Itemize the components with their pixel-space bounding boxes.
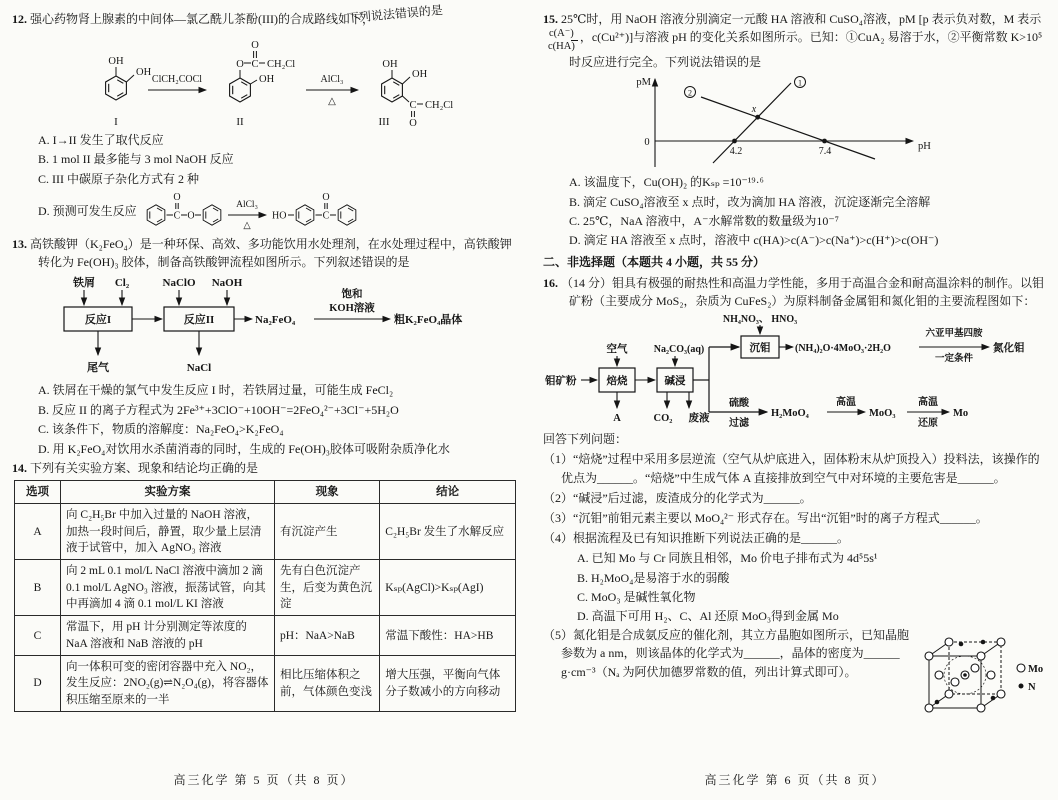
page-5-column <box>12 2 516 712</box>
svg-text:O: O <box>187 210 195 222</box>
q13-number: 13. <box>12 237 27 252</box>
benzene-ring-icon <box>147 205 165 225</box>
svg-text:AlCl₃: AlCl₃ <box>235 200 258 211</box>
q16-flowchart-svg <box>543 312 1058 430</box>
benzene-ring-icon <box>296 205 314 225</box>
x-axis-label: pH <box>918 141 931 153</box>
q12-s2-c: C <box>251 59 259 70</box>
q16-sub-4: （4）根据流程及已有知识推断下列说法正确的是______。 <box>543 531 850 546</box>
row-d-conclusion: 增大压强，平衡向气体分子数减小的方向移动 <box>380 656 516 712</box>
q14-experiment-table <box>14 480 516 712</box>
question-15 <box>543 10 1047 251</box>
legend-mo-label: Mo <box>1028 664 1044 676</box>
q16-prompt: 回答下列问题： <box>543 432 628 447</box>
question-16 <box>543 274 1047 722</box>
q12-delta: △ <box>328 96 336 107</box>
q16-sub-5: （5）氮化钼是合成氨反应的催化剂，其立方晶胞如图所示，已知晶胞参数为 a nm，则该晶体的化学式为______，晶体的密度为______ g·cm⁻³（Nₐ 为阿伏加德罗常数的值，列出计算式即可）。 <box>543 628 910 679</box>
q15-option-a: A. 该温度下，Cu(OH)₂ 的Kₛₚ =10⁻¹⁹·⁶ <box>569 175 764 190</box>
benzene-ring-icon <box>230 78 251 102</box>
legend-mo-icon <box>1017 664 1025 672</box>
q13-box-reaction1: 反应I <box>84 314 112 327</box>
q12-s3-o: O <box>409 118 417 129</box>
q12-s3-oh1: OH <box>382 59 398 70</box>
row-b-key: B <box>15 560 61 616</box>
q16-box-precipitate-mo: 沉钼 <box>749 343 771 355</box>
origin-label: 0 <box>644 137 650 149</box>
q16-moo3: MoO₃ <box>869 408 896 420</box>
table-row <box>15 616 516 656</box>
point-x-label: x <box>751 104 757 116</box>
svg-text:HO: HO <box>271 210 287 222</box>
table-row <box>15 656 516 712</box>
q12-s2-ch2cl: CH₂Cl <box>267 59 296 70</box>
line-2-label: 2 <box>688 88 692 98</box>
q12-scheme-svg <box>44 30 484 130</box>
q16-4-option-d: D. 高温下可用 H₂、C、Al 还原 MoO₃得到金属 Mo <box>577 609 839 624</box>
benzene-ring-icon <box>203 205 221 225</box>
question-13 <box>12 235 516 459</box>
q15-option-d: D. 滴定 HA 溶液至 x 点时，溶液中 c(HA)>c(A⁻)>c(Na⁺)>c(H⁺)>c(OH⁻) <box>569 233 939 248</box>
q16-arrow-reduce: 还原 <box>918 418 938 430</box>
q16-box-roast: 焙烧 <box>606 376 628 388</box>
q13-mid-product: Na₂FeO₄ <box>255 314 296 327</box>
q16-number: 16. <box>543 276 558 291</box>
q13-stem: 13. 高铁酸钾（K₂FeO₄）是一种环保、高效、多功能饮用水处理剂，在水处理过程中，高铁酸钾转化为 Fe(OH)₃ 胶体，制备高铁酸钾流程如图所示。下列叙述错误的是 <box>12 237 512 270</box>
q12-s1-oh2: OH <box>136 67 152 78</box>
q12-label-II: II <box>236 116 244 128</box>
q13-option-c: C. 该条件下，物质的溶解度：Na₂FeO₄>K₂FeO₄ <box>38 422 284 437</box>
row-d-key: D <box>15 656 61 712</box>
q16-input-air: 空气 <box>606 344 628 356</box>
q16-arrow-heat2: 高温 <box>918 397 938 409</box>
legend-n-icon <box>1019 684 1024 689</box>
q15-fraction: $\frac{c(A^-)}{c(HA)}$ <box>571 28 578 53</box>
q13-flowchart <box>22 273 516 379</box>
q12-option-b: B. 1 mol II 最多能与 3 mol NaOH 反应 <box>38 152 234 167</box>
q12-stem: 12. 强心药物肾上腺素的中间体—氯乙酰儿茶酚(III)的合成路线如下，下列说法错误的是 <box>12 2 444 26</box>
q12-number: 12. <box>12 12 27 26</box>
q16-sub-3: （3）“沉钼”前钼元素主要以 MoO₄²⁻ 形式存在。写出“沉钼”时的离子方程式______。 <box>543 511 988 525</box>
tick-7-4: 7.4 <box>818 146 832 158</box>
row-d-phenomenon: 相比压缩体积之前，气体颜色变浅 <box>274 656 379 712</box>
q12-option-d: D. 预测可发生反应 C O O AlCl₃ △ HO C O <box>38 189 516 235</box>
q12-label-I: I <box>114 116 118 128</box>
row-c-phenomenon: pH：NaA>NaB <box>274 616 379 656</box>
page-6-footer: 高三化学 第 6 页（共 8 页） <box>704 773 886 787</box>
q12-s1-oh1: OH <box>108 56 124 67</box>
q16-input-nitrate: NH₄NO₃、 HNO₃ <box>722 314 798 326</box>
q12-reaction-scheme <box>12 30 516 130</box>
q12-option-d-scheme <box>140 189 440 235</box>
q14-number: 14. <box>12 461 27 476</box>
q16-stem: 16. （14 分）钼具有极强的耐热性和高温力学性能，多用于高温合金和耐高温涂料的制作。以钼矿粉（主要成分 MoS₂，杂质为 CuFeS₂）为原料制备金属钼和氮化钼的主要流程图如下： <box>543 276 1045 309</box>
q16-box-leach: 碱浸 <box>664 376 686 388</box>
benzene-ring-icon <box>106 76 127 100</box>
row-c-key: C <box>15 616 61 656</box>
q16-flowchart <box>543 312 1047 430</box>
q13-option-d: D. 用 K₂FeO₄对饮用水杀菌消毒的同时，生成的 Fe(OH)₃胶体可吸附杂质净化水 <box>38 441 450 456</box>
q16-4-option-c: C. MoO₃ 是碱性氧化物 <box>577 589 696 604</box>
benzene-ring-icon <box>382 78 403 102</box>
row-a-key: A <box>15 504 61 560</box>
col-header-conclusion: 结论 <box>380 481 516 504</box>
q16-4-option-b: B. H₂MoO₄是易溶于水的弱酸 <box>577 570 730 585</box>
q13-option-a: A. 铁屑在干燥的氯气中发生反应 I 时，若铁屑过量，可能生成 FeCl₂ <box>38 383 394 398</box>
svg-text:△: △ <box>243 221 251 232</box>
q13-arrow-label-koh: KOH溶液 <box>329 303 375 315</box>
q16-mid-compound: (NH₄)₂O·4MoO₃·2H₂O <box>795 343 891 355</box>
q12-s3-oh2: OH <box>412 69 428 80</box>
q16-arrow-filter: 过滤 <box>729 418 749 430</box>
q13-final-product: 粗K₂FeO₄晶体 <box>394 314 463 327</box>
row-c-plan: 常温下，用 pH 计分别测定等浓度的 NaA 溶液和 NaB 溶液的 pH <box>61 616 275 656</box>
q12-catalyst: AlCl₃ <box>320 74 344 85</box>
q16-feed: 钼矿粉 <box>545 376 577 388</box>
q15-number: 15. <box>543 12 558 26</box>
q15-option-c: C. 25℃，NaA 溶液中，A⁻水解常数的数量级为10⁻⁷ <box>569 214 839 228</box>
row-b-conclusion: Kₛₚ(AgCl)>Kₛₚ(AgI) <box>380 560 516 616</box>
q16-arrow-heat1: 高温 <box>836 397 856 409</box>
q13-box-reaction2: 反应II <box>183 314 215 327</box>
table-row <box>15 504 516 560</box>
q16-sub-2: （2）“碱浸”后过滤，废渣成分的化学式为______。 <box>543 490 812 505</box>
svg-text:O: O <box>322 192 330 204</box>
tick-4-2: 4.2 <box>729 146 743 158</box>
y-axis-label: pM <box>636 77 651 89</box>
page-5-footer: 高三化学 第 5 页（共 8 页） <box>173 773 355 787</box>
row-c-conclusion: 常温下酸性：HA>HB <box>380 616 516 656</box>
row-a-conclusion: C₂H₅Br 发生了水解反应 <box>380 504 516 560</box>
q15-graph-svg <box>613 73 943 173</box>
svg-text:O: O <box>173 192 181 204</box>
page-6-column <box>543 10 1047 722</box>
question-14 <box>12 459 516 712</box>
section-2-heading: 二、非选择题（本题共 4 小题，共 55 分） <box>543 254 766 269</box>
q16-arrow-hmta: 六亚甲基四胺 <box>925 329 983 340</box>
q12-s2-o: O <box>236 59 244 70</box>
q13-input-naoh: NaOH <box>211 277 243 290</box>
q16-sub-4-options <box>543 549 1047 626</box>
q15-options <box>543 173 1047 251</box>
q15-stem: 15. 25℃时，用 NaOH 溶液分别滴定一元酸 HA 溶液和 CuSO₄溶液，pM [p 表示负对数，M 表示 $\frac{c(A^-)}{c(HA)}$ ，c(Cu²⁺)]与溶液 pH 的变化关系如图所示。已知：①CuA₂ 易溶于水，②平衡常数 K>10⁵ 时反应进行完全。下列说法错误的是 <box>543 12 1043 70</box>
q14-stem: 14. 下列有关实验方案、现象和结论均正确的是 <box>12 461 259 476</box>
q12-s3-c: C <box>409 100 417 111</box>
legend-n-label: N <box>1028 682 1036 694</box>
row-d-plan: 向一体积可变的密闭容器中充入 NO₂，发生反应：2NO₂(g)⇌N₂O₄(g)，将容器体积压缩至原来的一半 <box>61 656 275 712</box>
q13-output-tailgas: 尾气 <box>87 362 109 375</box>
q12-s3-ch2cl: CH₂Cl <box>425 100 454 111</box>
table-row <box>15 560 516 616</box>
q16-input-soda: Na₂CO₃(aq) <box>653 344 705 356</box>
q16-final-mo: Mo <box>953 408 969 420</box>
q12-option-c: C. III 中碳原子杂化方式有 2 种 <box>38 171 199 186</box>
row-a-plan: 向 C₂H₅Br 中加入过量的 NaOH 溶液，加热一段时间后，静置，取少量上层清液于试管中，加入 AgNO₃ 溶液 <box>61 504 275 560</box>
q12-option-a: A. I→II 发生了取代反应 <box>38 133 164 147</box>
q13-arrow-label-saturated: 饱和 <box>341 289 363 301</box>
q12-s2-o2: O <box>251 40 259 51</box>
q15-option-b: B. 滴定 CuSO₄溶液至 x 点时，改为滴加 HA 溶液，沉淀逐渐完全溶解 <box>569 194 931 209</box>
q15-graph <box>613 73 1047 173</box>
q16-sub-1: （1）“焙烧”过程中采用多层逆流（空气从炉底进入，固体粉末从炉顶投入）投料法，该操作的优点为______。“焙烧”中生成气体 A 直接排放到空气中对环境的主要危害是______。 <box>543 452 1040 485</box>
q16-arrow-condition: 一定条件 <box>934 354 974 365</box>
col-header-option: 选项 <box>15 481 61 504</box>
q12-s2-oh: OH <box>259 74 275 85</box>
col-header-phenomenon: 现象 <box>274 481 379 504</box>
table-header-row <box>15 481 516 504</box>
q16-output-waste: 废液 <box>688 413 710 425</box>
benzene-ring-icon <box>338 205 356 225</box>
q13-input-naclo: NaClO <box>162 277 196 290</box>
q16-h2moo4: H₂MoO₄ <box>771 408 809 420</box>
q16-4-option-a: A. 已知 Mo 与 Cr 同族且相邻，Mo 价电子排布式为 4d⁵5s¹ <box>577 551 878 566</box>
q13-output-nacl: NaCl <box>186 362 212 375</box>
crystal-cell-diagram <box>915 630 1047 722</box>
row-a-phenomenon: 有沉淀产生 <box>274 504 379 560</box>
q16-final-nitride: 氮化钼 <box>993 343 1025 355</box>
q12-label-III: III <box>378 116 390 128</box>
q13-input-iron: 铁屑 <box>73 277 95 290</box>
q12-reagent1: ClCH₂COCl <box>151 74 203 85</box>
row-b-plan: 向 2 mL 0.1 mol/L NaCl 溶液中滴加 2 滴 0.1 mol/L AgNO₃ 溶液，振荡试管，向其中再滴加 4 滴 0.1 mol/L KI 溶液 <box>61 560 275 616</box>
q13-flowchart-svg <box>22 273 492 379</box>
q13-option-b: B. 反应 II 的离子方程式为 2Fe³⁺+3ClO⁻+10OH⁻=2FeO₄²⁻+3Cl⁻+5H₂O <box>38 402 399 417</box>
row-b-phenomenon: 先有白色沉淀产生，后变为黄色沉淀 <box>274 560 379 616</box>
question-12 <box>12 2 516 235</box>
svg-text:C: C <box>173 210 181 222</box>
q16-arrow-acid: 硫酸 <box>729 398 749 410</box>
q16-crystal-cell <box>915 626 1047 722</box>
col-header-plan: 实验方案 <box>61 481 275 504</box>
q13-options <box>12 381 516 459</box>
q16-output-co2: CO₂ <box>653 413 673 425</box>
q16-sub-5-row <box>543 626 1047 722</box>
line-1-label: 1 <box>798 78 802 88</box>
q12-stem-tail: 下列说法错误的是 <box>346 2 444 26</box>
q12-options <box>12 131 516 235</box>
q13-input-cl2: Cl₂ <box>114 277 130 290</box>
svg-text:C: C <box>322 210 330 222</box>
q16-output-a: A <box>613 413 621 425</box>
